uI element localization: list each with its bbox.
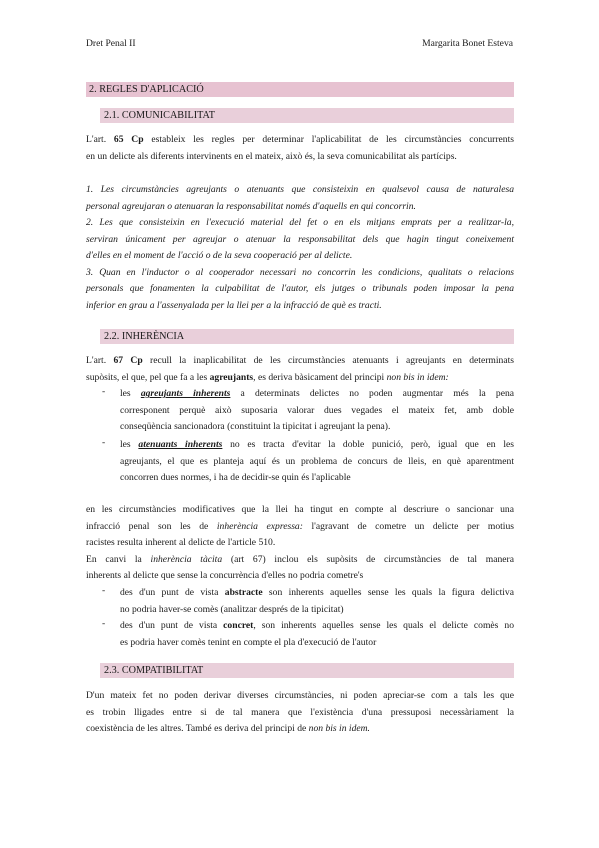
section-heading-2-label: 2. REGLES D'APLICACIÓ <box>89 84 204 95</box>
paragraph-line: racistes resulta inherent al delicte de l'article 510. <box>86 537 276 548</box>
paragraph-line: infracció penal son les de inherència expressa: l'agravant de cometre un delicte per motius <box>86 520 514 532</box>
paragraph-art65 <box>86 132 514 165</box>
paragraph-line: L'art. 67 Cp recull la inaplicabilitat de les circumstàncies atenuants i agreujants en determinats <box>86 355 514 366</box>
bullet-dash: - <box>102 585 106 596</box>
bullet-line: les agreujants inherents a determinats delictes no poden augmentar més la pena <box>120 388 515 399</box>
rule-line: serviran únicament per agreujar o atenuar la responsabilitat dels que hagin tingut coneixement <box>86 233 514 245</box>
paragraph-compatibilitat <box>86 688 514 738</box>
section-heading-2-3 <box>100 663 514 678</box>
rule-line: d'elles en el moment de l'acció o de la seva cooperació per al delicte. <box>86 250 353 261</box>
header-author: Margarita Bonet Esteva <box>422 38 513 49</box>
bullet-concret <box>120 618 514 651</box>
rule-line: 1. Les circumstàncies agreujants o atenuants que consisteixin en qualsevol causa de naturalesa <box>86 184 514 195</box>
bullet-atenuants <box>120 437 514 487</box>
paragraph-line: en un delicte als diferents intervinents en el mateix, això és, la seva comunicabilitat als partícips. <box>86 150 457 162</box>
bullet-dash: - <box>102 386 106 397</box>
rule-line: 3. Quan en l'inductor o al cooperador necessari no concorrin les condicions, qualitats o relacions <box>86 266 514 278</box>
paragraph-line: supòsits, el que, pel que fa a les agreujants, es deriva bàsicament del principi non bis in idem: <box>86 371 449 383</box>
bullet-line: no podria haver-se comès (analitzar després de la tipicitat) <box>120 603 344 615</box>
bullet-line: les atenuants inherents no es tracta d'evitar la doble punició, però, igual que en les <box>120 439 514 450</box>
rule-line: 2. Les que consisteixin en l'execució material del fet o en els mitjans emprats per a realitzar-la, <box>86 217 514 228</box>
paragraph-inherencia <box>86 502 514 585</box>
bullet-line: des d'un punt de vista abstracte son inherents aquelles sense les quals la figura delictiva <box>120 587 514 598</box>
paragraph-line: es trobin lligades entre si de tal manera que l'existència d'una pressuposi necessàriament la <box>86 706 514 718</box>
rule-line: inferior en grau a l'assenyalada per la llei per a la infracció de què es tracti. <box>86 299 382 311</box>
section-heading-2-1-label: 2.1. COMUNICABILITAT <box>104 110 215 121</box>
paragraph-line: inherents al delicte que sense la concurrència d'elles no podria cometre's <box>86 570 364 581</box>
rule-line: personals que fonamenten la culpabilitat de l'autor, els jutges o tribunals poden imposar la pena <box>86 283 514 294</box>
section-heading-2-2 <box>100 329 514 344</box>
paragraph-line: En canvi la inherència tàcita (art 67) inclou els supòsits de circumstàncies de tal manera <box>86 553 515 565</box>
section-heading-2-2-label: 2.2. INHERÈNCIA <box>104 331 185 342</box>
paragraph-art67 <box>86 353 514 386</box>
paragraph-line: coexistència de les altres. També es deriva del principi de non bis in idem. <box>86 723 370 734</box>
page-header <box>86 38 513 52</box>
paragraph-art65-rules <box>86 182 514 314</box>
bullet-line: corresponent perquè això suposaria valorar dues vegades el mateix fet, amb doble <box>120 404 514 416</box>
rule-line: personal agreujaran o atenuaran la responsabilitat només d'aquells en qui concorrin. <box>86 200 416 212</box>
bullet-abstracte <box>120 585 514 618</box>
bullet-line: des d'un punt de vista concret, son inherents aquelles sense les quals el delicte comès no <box>120 620 515 631</box>
bullet-line: concorren dues normes, i ha de decidir-se quin és l'aplicable <box>120 472 351 483</box>
bullet-line: conseqüència sancionadora (constituint la tipicitat i agreujant la pena). <box>120 421 391 432</box>
section-heading-2-1 <box>100 108 514 123</box>
paragraph-line: D'un mateix fet no poden derivar diverses circumstàncies, ni poden apreciar-se com a tals les que <box>86 690 514 701</box>
header-course: Dret Penal II <box>86 38 136 49</box>
bullet-dash: - <box>102 437 106 448</box>
paragraph-line: L'art. 65 Cp estableix les regles per determinar l'aplicabilitat de les circumstàncies concurrents <box>86 134 514 145</box>
bullet-dash: - <box>102 618 106 629</box>
bullet-line: es podria haver comès tenint en compte el pla d'execució de l'autor <box>120 636 377 648</box>
section-heading-2 <box>86 82 514 97</box>
section-heading-2-3-label: 2.3. COMPATIBILITAT <box>104 665 204 676</box>
bullet-agreujants <box>120 386 514 436</box>
bullet-line: agreujants, el que es planteja aquí és un problema de concurs de lleis, en què aparentment <box>120 455 514 467</box>
paragraph-line: en les circumstàncies modificatives que la llei ha tingut en compte al descriure o sancionar una <box>86 504 514 515</box>
